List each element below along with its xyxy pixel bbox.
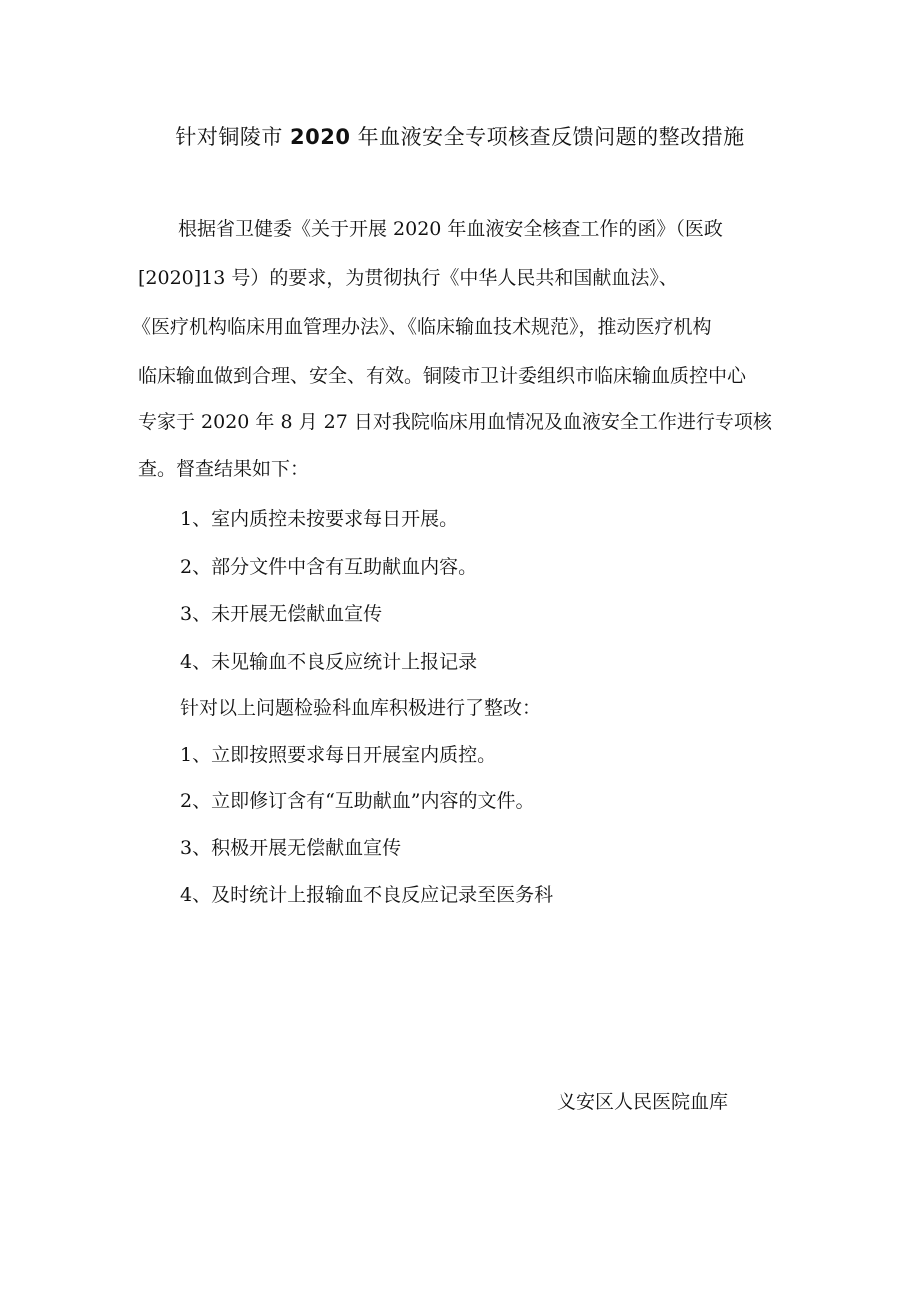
- intro-line-2: [2020]13 号）的要求，为贯彻执行《中华人民共和国献血法》、: [138, 267, 678, 289]
- intro-line-1: 根据省卫健委《关于开展 2020 年血液安全核查工作的函》（医政: [178, 218, 723, 240]
- finding-item-3: 3、未开展无偿献血宣传: [180, 603, 383, 625]
- intro-line-4: 临床输血做到合理、安全、有效。铜陵市卫计委组织市临床输血质控中心: [138, 365, 747, 387]
- title-prefix: 针对铜陵市: [175, 125, 291, 149]
- title-year: 2020: [290, 125, 351, 149]
- rectification-item-4: 4、及时统计上报输血不良反应记录至医务科: [180, 884, 554, 906]
- title-suffix: 年血液安全专项核查反馈问题的整改措施: [350, 125, 745, 149]
- rectification-item-1: 1、立即按照要求每日开展室内质控。: [180, 744, 497, 766]
- rectification-intro: 针对以上问题检验科血库积极进行了整改：: [180, 697, 542, 719]
- finding-item-4: 4、未见输血不良反应统计上报记录: [180, 651, 478, 673]
- document-title: [0, 122, 920, 152]
- finding-item-2: 2、部分文件中含有互助献血内容。: [180, 556, 478, 578]
- rectification-item-3: 3、积极开展无偿献血宣传: [180, 837, 402, 859]
- signature: 义安区人民医院血库: [557, 1091, 729, 1113]
- intro-line-3: 《医疗机构临床用血管理办法》、《临床输血技术规范》，推动医疗机构: [132, 316, 712, 338]
- rectification-item-2: 2、立即修订含有“互助献血”内容的文件。: [180, 790, 535, 812]
- intro-line-6: 查。督查结果如下：: [138, 458, 310, 480]
- intro-line-5: 专家于 2020 年 8 月 27 日对我院临床用血情况及血液安全工作进行专项核: [138, 411, 772, 433]
- finding-item-1: 1、室内质控未按要求每日开展。: [180, 508, 459, 530]
